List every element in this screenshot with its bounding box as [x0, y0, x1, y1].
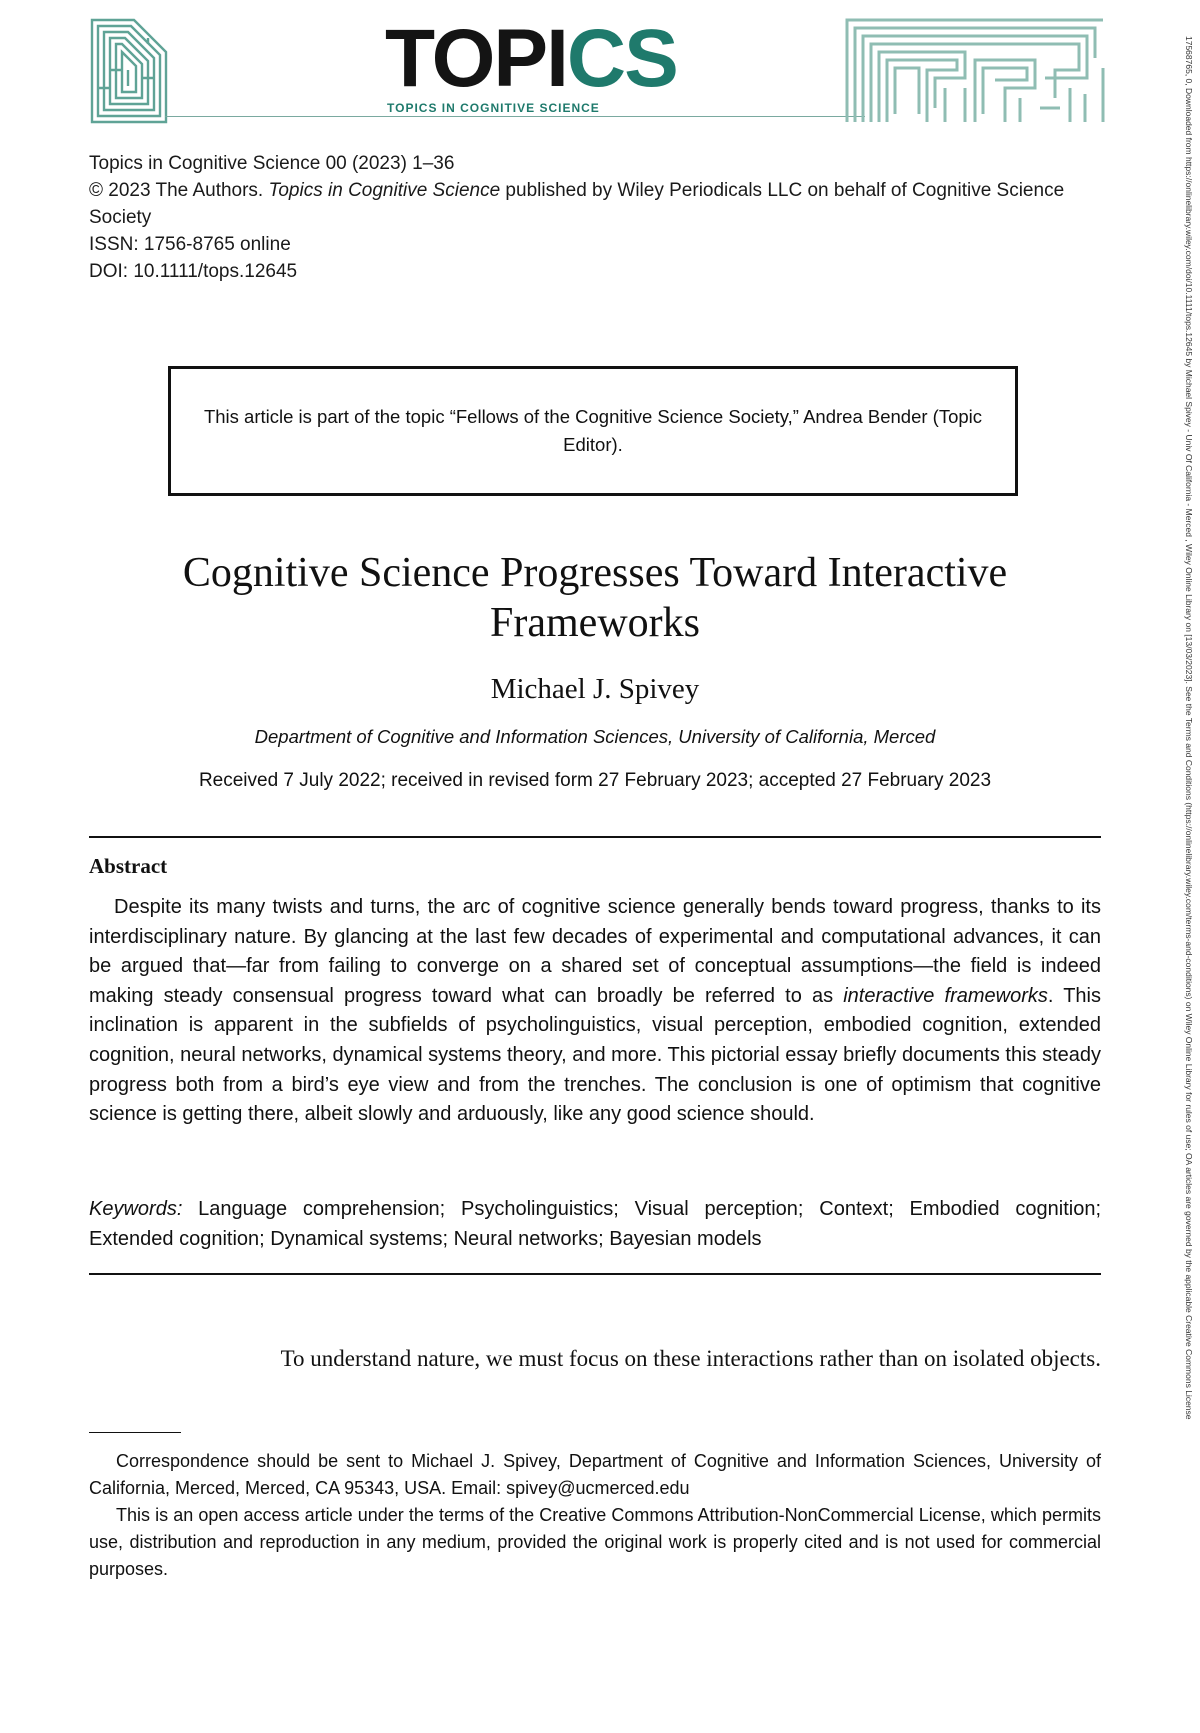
copyright-prefix: © 2023 The Authors.: [89, 180, 269, 201]
header-divider: [165, 116, 865, 117]
topic-notice-box: [168, 366, 1018, 496]
download-watermark-text: 17568765, 0, Downloaded from https://onlinelibrary.wiley.com/doi/10.1111/tops.12645 by Michael Spivey - Univ Of California - Merced , Wiley Online Library on [13/03/2023]. See the Terms and Conditions (https://onlinelibrary.wiley.com/terms-and-conditions) on Wiley Online Library for rules of use; OA articles are governed by the applicable Creative Commons License: [1184, 36, 1194, 1420]
epigraph: To understand nature, we must focus on these interactions rather than on isolated objects.: [280, 1346, 1101, 1371]
maze-pattern-right-icon: [845, 18, 1105, 124]
received-dates: Received 7 July 2022; received in revised form 27 February 2023; accepted 27 February 2023: [198, 770, 992, 791]
issn-line: ISSN: 1756-8765 online: [89, 234, 291, 255]
abstract-bottom-rule: [89, 1273, 1101, 1275]
article-title: [90, 548, 1100, 648]
title-line-1: Cognitive Science Progresses Toward Interactive: [182, 550, 1008, 596]
journal-logo: [385, 13, 677, 104]
journal-info: [89, 150, 1099, 285]
keywords: [89, 1195, 1101, 1254]
abstract-top-rule: [89, 836, 1101, 838]
title-line-2: Frameworks: [490, 600, 700, 646]
logo-main-text: TOPI: [385, 13, 567, 104]
copyright-journal-name: Topics in Cognitive Science: [268, 180, 501, 201]
maze-logo-left-icon: [90, 18, 168, 124]
abstract-text: [89, 893, 1101, 1130]
journal-header: [0, 0, 1200, 130]
abstract-text-emphasis: interactive frameworks: [843, 984, 1048, 1007]
copyright-suffix: published by Wiley Periodicals LLC on behalf of Cognitive Science Society: [89, 180, 1065, 228]
journal-subtitle: TOPICS IN COGNITIVE SCIENCE: [387, 101, 600, 115]
download-watermark: [1182, 36, 1194, 1716]
abstract-text-part-1: Despite its many twists and turns, the arc of cognitive science generally bends toward progress, thanks to its interdisciplinary nature. By glancing at the last few decades of experimental and computational advances, it can be argued that—far from failing to converge on a shared set of conceptual assumptions—the field is indeed making steady consensual progress toward what can broadly be referred to as: [89, 896, 1101, 1007]
logo-accent-text: CS: [566, 13, 677, 104]
copyright-line: [89, 177, 1099, 231]
doi-link[interactable]: DOI: 10.1111/tops.12645: [89, 261, 298, 282]
footnote-divider: [89, 1432, 181, 1433]
correspondence-footnote: Correspondence should be sent to Michael J. Spivey, Department of Cognitive and Information Sciences, University of California, Merced, Merced, CA 95343, USA. Email: spivey@ucmerced.edu: [89, 1451, 1101, 1498]
citation-line: Topics in Cognitive Science 00 (2023) 1–36: [89, 153, 455, 174]
keywords-label: Keywords:: [89, 1198, 183, 1220]
abstract-heading: Abstract: [89, 854, 168, 878]
author-affiliation: Department of Cognitive and Information Sciences, University of California, Merced: [254, 726, 936, 747]
abstract-text-part-2: . This inclination is apparent in the subfields of psycholinguistics, visual perception, embodied cognition, extended cognition, neural networks, dynamical systems theory, and more. This pictorial essay briefly documents this steady progress both from a bird’s eye view and from the trenches. The conclusion is one of optimism that cognitive science is getting there, albeit slowly and arduously, like any good science should.: [89, 984, 1101, 1126]
author-name: Michael J. Spivey: [490, 673, 700, 705]
keywords-list: Language comprehension; Psycholinguistics; Visual perception; Context; Embodied cognition; Extended cognition; Dynamical systems; Neural networks; Bayesian models: [89, 1198, 1101, 1250]
topic-notice-text: This article is part of the topic “Fellows of the Cognitive Science Society,” Andrea Bender (Topic Editor).: [203, 406, 983, 455]
footnotes: [89, 1448, 1101, 1583]
license-footnote: This is an open access article under the terms of the Creative Commons Attribution-NonCommercial License, which permits use, distribution and reproduction in any medium, provided the original work is properly cited and is not used for commercial purposes.: [89, 1505, 1101, 1579]
